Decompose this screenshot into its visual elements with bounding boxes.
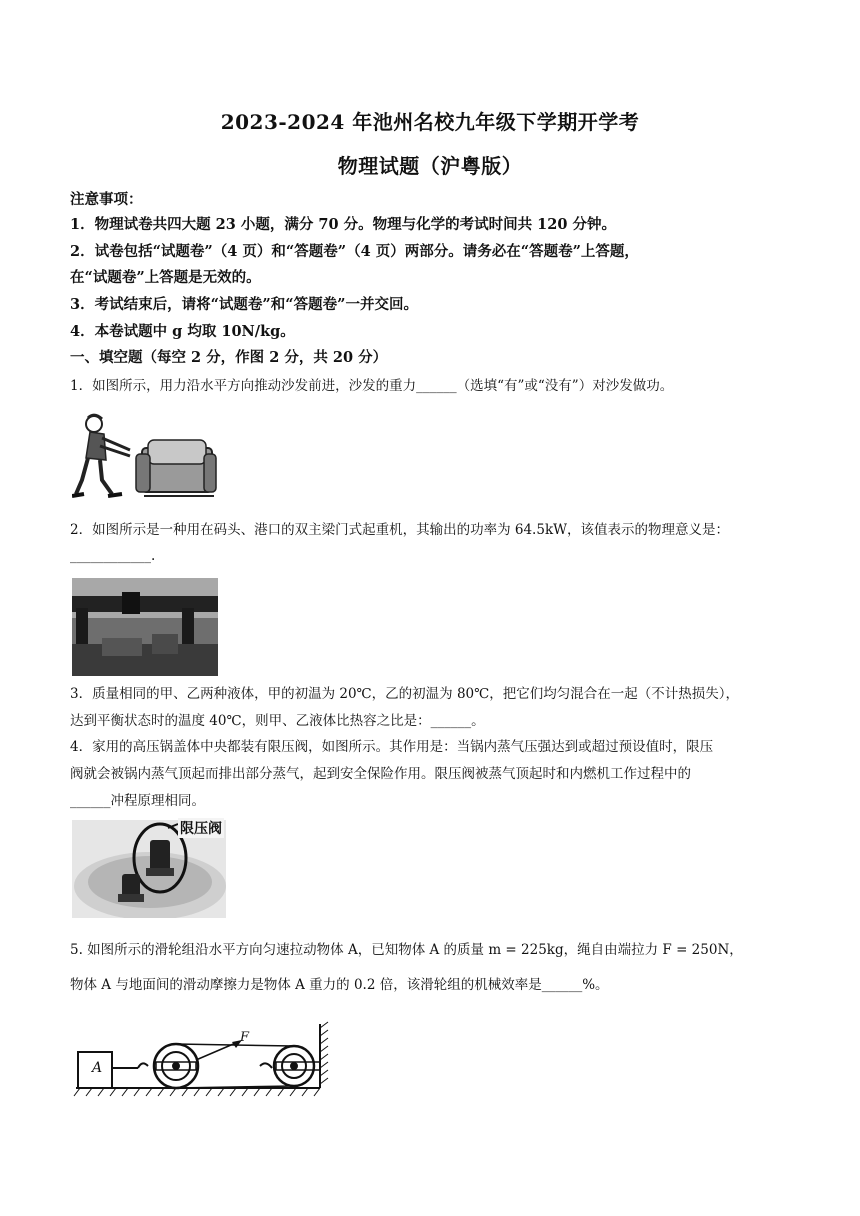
force-f-label: F [240, 1030, 250, 1045]
question-4-line-3: ______冲程原理相同。 [70, 793, 205, 809]
notice-item-2-cont: 在“试题卷”上答题是无效的。 [70, 269, 261, 286]
pressure-valve-label: 限压阀 [178, 818, 224, 838]
sofa-push-figure [72, 410, 217, 500]
exam-subtitle: 物理试题（沪粤版） [337, 154, 523, 178]
notice-item-3: 3．考试结束后，请将“试题卷”和“答题卷”一并交回。 [70, 296, 418, 313]
question-4-line-2: 阀就会被锅内蒸气顶起而排出部分蒸气，起到安全保险作用。限压阀被蒸气顶起时和内燃机工作过程中的 [70, 766, 691, 782]
question-5-line-2: 物体 A 与地面间的滑动摩擦力是物体 A 重力的 0.2 倍，该滑轮组的机械效率是______%。 [70, 977, 609, 993]
section-heading: 一、填空题（每空 2 分，作图 2 分，共 20 分） [70, 349, 388, 366]
question-3-line-2: 达到平衡状态时的温度 40℃，则甲、乙液体比热容之比是：______。 [70, 713, 485, 729]
notice-item-2: 2．试卷包括“试题卷”（4 页）和“答题卷”（4 页）两部分。请务必在“答题卷”上答题， [70, 243, 639, 260]
gantry-crane-photo [72, 578, 218, 676]
pulley-system-diagram [72, 1020, 334, 1100]
notice-item-1: 1．物理试卷共四大题 23 小题，满分 70 分。物理与化学的考试时间共 120 分钟。 [70, 216, 616, 233]
question-4-line-1: 4．家用的高压锅盖体中央都装有限压阀，如图所示。其作用是：当锅内蒸气压强达到或超过预设值时，限压 [70, 739, 714, 755]
question-2-line-1: 2．如图所示是一种用在码头、港口的双主梁门式起重机，其输出的功率为 64.5kW，该值表示的物理意义是： [70, 522, 729, 538]
exam-title: 2023-2024 年池州名校九年级下学期开学考 [220, 110, 640, 134]
question-1-text: 1．如图所示，用力沿水平方向推动沙发前进，沙发的重力______（选填“有”或“没有”）对沙发做功。 [70, 378, 674, 394]
question-2-answer-blank: ____________. [70, 548, 156, 564]
notice-heading: 注意事项： [70, 191, 143, 208]
block-a-label: A [92, 1060, 103, 1076]
pressure-valve-figure [72, 820, 226, 918]
notice-item-4: 4．本卷试题中 g 均取 10N/kg。 [70, 323, 295, 340]
question-3-line-1: 3．质量相同的甲、乙两种液体，甲的初温为 20℃，乙的初温为 80℃，把它们均匀混合在一起（不计热损失）， [70, 686, 739, 702]
question-5-line-1: 5. 如图所示的滑轮组沿水平方向匀速拉动物体 A，已知物体 A 的质量 m = 225kg，绳自由端拉力 F = 250N， [70, 942, 743, 958]
